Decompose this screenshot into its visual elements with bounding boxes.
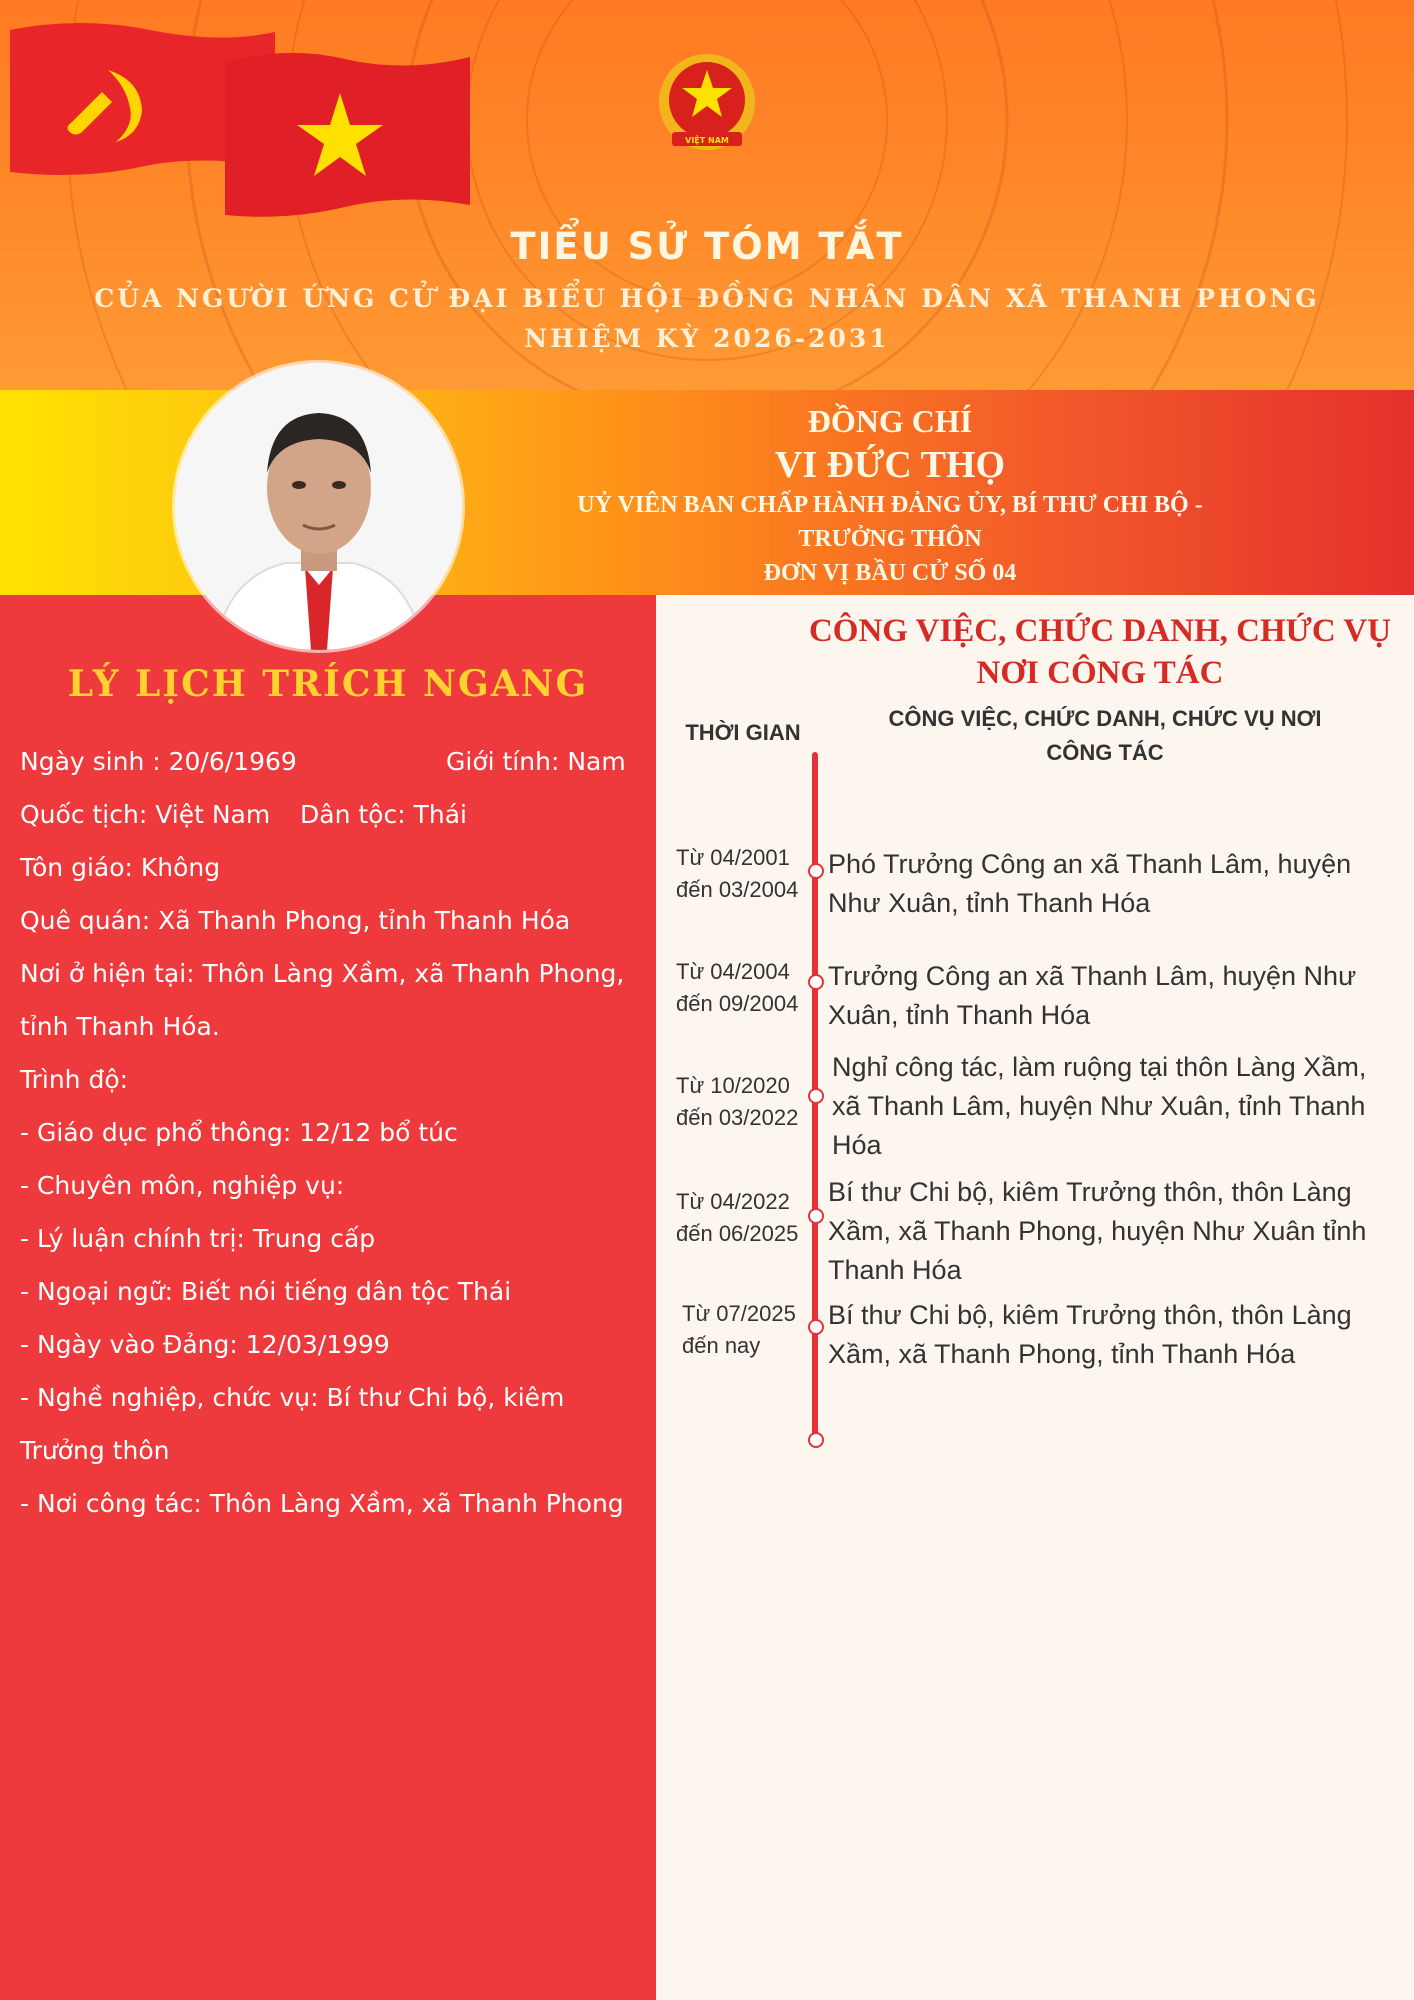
timeline-entry-line: Xuân, tỉnh Thanh Hóa (828, 1000, 1091, 1030)
timeline-time (676, 1298, 816, 1362)
timeline-time-line: đến 03/2004 (676, 877, 799, 902)
page-title: TIỂU SỬ TÓM TẮT (510, 225, 904, 268)
column-header-work (860, 702, 1350, 770)
timeline-entry (832, 1048, 1392, 1165)
ethnicity: Dân tộc: Thái (300, 800, 467, 829)
timeline-entry (828, 1173, 1388, 1290)
foreign-language: - Ngoại ngữ: Biết nói tiếng dân tộc Thái (20, 1277, 512, 1306)
nationality: Quốc tịch: Việt Nam (20, 800, 271, 829)
timeline-time (676, 956, 816, 1020)
timeline-time-line: Từ 10/2020 (676, 1073, 790, 1098)
biography-title: LÝ LỊCH TRÍCH NGANG (67, 663, 589, 705)
education-label: Trình độ: (20, 1065, 129, 1094)
comrade-label: ĐỒNG CHÍ (807, 403, 973, 439)
timeline-dot (808, 1208, 824, 1224)
timeline-dot (808, 974, 824, 990)
timeline-entry-line: Nghỉ công tác, làm ruộng tại thôn Làng Xầm, (832, 1052, 1367, 1082)
candidate-position-2: TRƯỞNG THÔN (798, 526, 982, 552)
residence-line-1: Nơi ở hiện tại: Thôn Làng Xầm, xã Thanh Phong, (20, 959, 625, 988)
religion: Tôn giáo: Không (20, 853, 221, 882)
timeline-entry-line: Bí thư Chi bộ, kiêm Trưởng thôn, thôn Làng (828, 1177, 1352, 1207)
birth-date: Ngày sinh : 20/6/1969 (20, 747, 297, 776)
header-banner (0, 0, 1414, 390)
column-header-work-line-2: CÔNG TÁC (1046, 740, 1164, 765)
nationality-row (20, 800, 650, 830)
candidate-position-1: UỶ VIÊN BAN CHẤP HÀNH ĐẢNG ỦY, BÍ THƯ CHI BỘ - (577, 492, 1203, 518)
timeline-time (676, 1186, 816, 1250)
gender: Giới tính: Nam (446, 747, 626, 776)
timeline-entry (828, 1296, 1388, 1374)
timeline-time-line: đến 06/2025 (676, 1221, 799, 1246)
emblem-text: VIỆT NAM (685, 136, 729, 145)
timeline-entry-line: Phó Trưởng Công an xã Thanh Lâm, huyện (828, 849, 1352, 879)
national-emblem-icon (650, 50, 764, 154)
timeline-entry-line: xã Thanh Lâm, huyện Như Xuân, tỉnh Thanh (832, 1091, 1366, 1121)
avatar (175, 363, 462, 650)
portrait-image (175, 363, 462, 650)
profession: - Chuyên môn, nghiệp vụ: (20, 1171, 345, 1200)
career-title (790, 610, 1410, 694)
column-header-work-line-1: CÔNG VIỆC, CHỨC DANH, CHỨC VỤ NƠI (888, 706, 1322, 731)
timeline-time-line: Từ 04/2004 (676, 959, 790, 984)
page-subtitle: CỦA NGƯỜI ỨNG CỬ ĐẠI BIỂU HỘI ĐỒNG NHÂN DÂN XÃ THANH PHONG (94, 284, 1320, 313)
candidate-name: VI ĐỨC THỌ (774, 444, 1006, 486)
party-join-date: - Ngày vào Đảng: 12/03/1999 (20, 1330, 390, 1359)
timeline-dot (808, 863, 824, 879)
timeline-time-line: Từ 04/2001 (676, 845, 790, 870)
timeline-time (676, 842, 816, 906)
timeline-entry-line: Xầm, xã Thanh Phong, tỉnh Thanh Hóa (828, 1339, 1296, 1369)
career-title-line-2: NƠI CÔNG TÁC (976, 655, 1224, 691)
timeline-time-line: đến nay (682, 1333, 761, 1358)
timeline-entry-line: Trưởng Công an xã Thanh Lâm, huyện Như (828, 961, 1357, 991)
timeline-time-line: đến 03/2022 (676, 1105, 799, 1130)
national-flag-icon (225, 45, 470, 220)
residence-line-2: tỉnh Thanh Hóa. (20, 1012, 220, 1041)
timeline-time-line: Từ 07/2025 (682, 1301, 796, 1326)
election-unit: ĐƠN VỊ BẦU CỬ SỐ 04 (763, 560, 1017, 586)
job-line-1: - Nghề nghiệp, chức vụ: Bí thư Chi bộ, kiêm (20, 1383, 565, 1412)
column-header-time: THỜI GIAN (685, 720, 801, 745)
career-title-line-1: CÔNG VIỆC, CHỨC DANH, CHỨC VỤ (808, 613, 1392, 649)
workplace: - Nơi công tác: Thôn Làng Xầm, xã Thanh Phong (20, 1489, 624, 1518)
candidate-block (540, 400, 1240, 590)
timeline-time (676, 1070, 816, 1134)
term-label: NHIỆM KỲ 2026-2031 (524, 324, 890, 353)
timeline-time-line: đến 09/2004 (676, 991, 799, 1016)
timeline-dot (808, 1319, 824, 1335)
timeline-time-line: Từ 04/2022 (676, 1189, 790, 1214)
birth-row (20, 747, 650, 777)
timeline-entry-line: Như Xuân, tỉnh Thanh Hóa (828, 888, 1151, 918)
timeline-entry-line: Thanh Hóa (828, 1255, 962, 1285)
timeline-entry (828, 845, 1388, 923)
job-line-2: Trưởng thôn (20, 1436, 170, 1465)
timeline-entry-line: Hóa (832, 1130, 882, 1160)
general-education: - Giáo dục phổ thông: 12/12 bổ túc (20, 1118, 458, 1147)
timeline-entry-line: Xầm, xã Thanh Phong, huyện Như Xuân tỉnh (828, 1216, 1367, 1246)
timeline-entry-line: Bí thư Chi bộ, kiêm Trưởng thôn, thôn Làng (828, 1300, 1352, 1330)
timeline-end-dot (808, 1432, 824, 1448)
hometown: Quê quán: Xã Thanh Phong, tỉnh Thanh Hóa (20, 906, 571, 935)
political-theory: - Lý luận chính trị: Trung cấp (20, 1224, 376, 1253)
timeline-entry (828, 957, 1388, 1035)
timeline-dot (808, 1088, 824, 1104)
